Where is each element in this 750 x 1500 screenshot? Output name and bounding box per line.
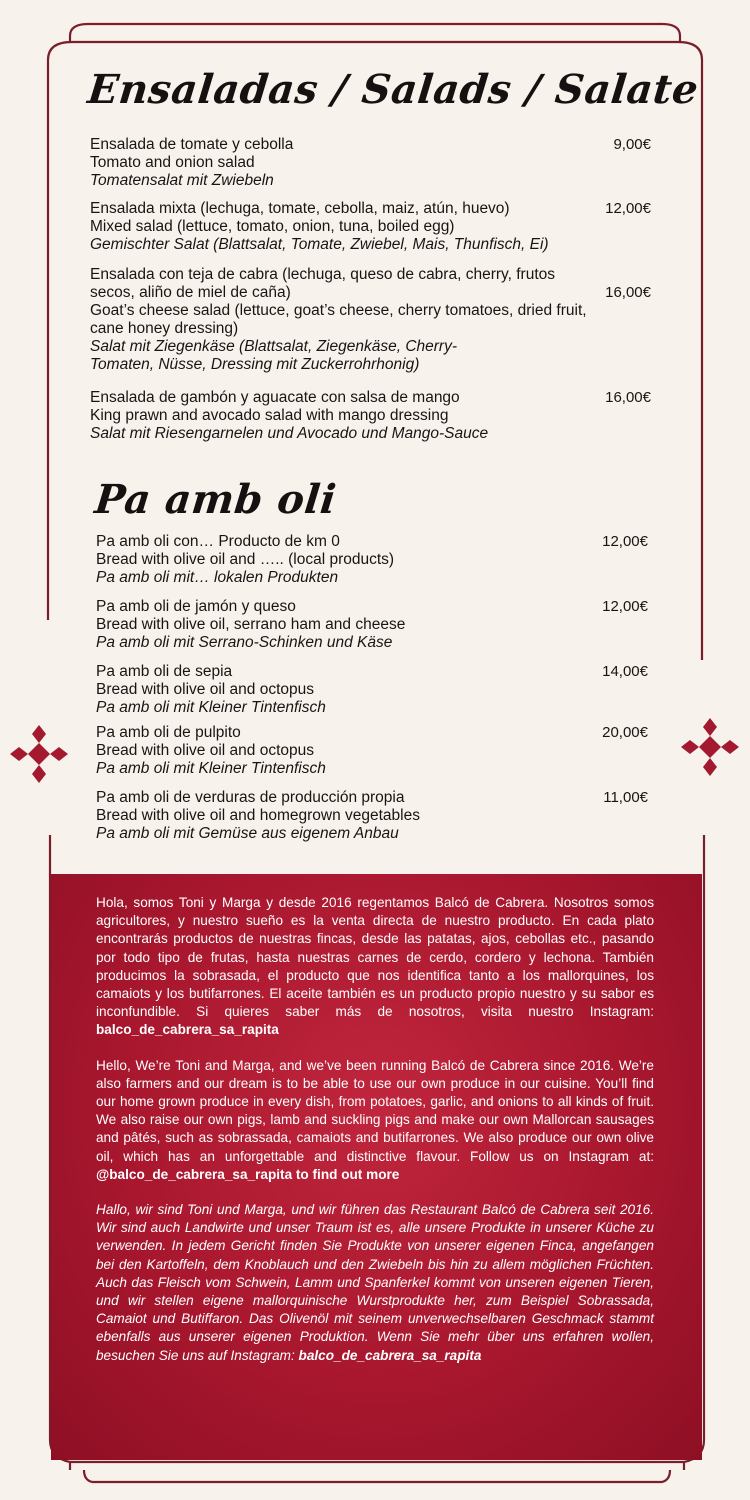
item-price: 14,00€ [602,663,648,680]
item-name-de: Pa amb oli mit Gemüse aus eigenem Anbau [96,825,399,842]
item-price: 12,00€ [602,598,648,615]
cross-ornament-icon [677,714,743,780]
cross-ornament-icon [6,721,72,787]
menu-item-pa-amb-oli [96,533,652,587]
item-name-en: King prawn and avocado salad with mango dressing [90,407,449,424]
menu-item-pa-amb-oli [96,789,652,843]
about-text-es [96,894,654,1040]
about-text-de [96,1201,654,1365]
item-price: 20,00€ [602,724,648,741]
item-name-de: Pa amb oli mit Kleiner Tintenfisch [96,760,326,777]
item-name-en: Mixed salad (lettuce, tomato, onion, tuna, boiled egg) [90,218,455,235]
item-name-es: Pa amb oli de sepia [96,663,233,680]
item-name-de: Pa amb oli mit Kleiner Tintenfisch [96,699,326,716]
item-name-en: Bread with olive oil and octopus [96,681,314,698]
item-name-es: Ensalada de tomate y cebolla [90,136,294,153]
about-text-en-body: Hello, We’re Toni and Marga, and we’ve been running Balcó de Cabrera since 2016. We’re also farmers and our dream is to be able to use our own produce in our cuisine. You’ll find our home grown produce in every dish, from potatoes, garlic, and onions to all kinds of fruit. We also raise our own pigs, lamb and suckling pigs and make our own Mallorcan sausages and pâtés, such as sobrassada, camaiots and butifarrones. We also produce our own olive oil, which has an unforgettable and distinctive flavour. Follow us on Instagram at: [96,1057,654,1164]
item-name-es: Pa amb oli de verduras de producción propia [96,789,405,806]
item-name-en: Bread with olive oil and octopus [96,742,314,759]
item-name-en: Goat’s cheese salad (lettuce, goat’s cheese, cherry tomatoes, dried fruit, cane honey dressing) [90,302,587,337]
item-price: 16,00€ [605,284,651,301]
item-name-es: Ensalada con teja de cabra (lechuga, queso de cabra, cherry, frutos secos, aliño de miel de caña) [90,266,555,301]
item-name-es: Ensalada mixta (lechuga, tomate, cebolla, maiz, atún, huevo) [90,200,510,217]
item-name-en: Bread with olive oil and homegrown vegetables [96,807,420,824]
item-name-en: Bread with olive oil, serrano ham and cheese [96,616,406,633]
menu-item-salad [90,136,655,190]
item-name-de: Salat mit Ziegenkäse (Blattsalat, Ziegenkäse, Cherry-Tomaten, Nüsse, Dressing mit Zuckerrohrhonig) [90,338,457,373]
item-price: 11,00€ [603,789,648,806]
item-price: 16,00€ [605,389,651,406]
menu-item-salad [90,200,655,254]
about-text-es-body: Hola, somos Toni y Marga y desde 2016 regentamos Balcó de Cabrera. Nosotros somos agricultores, y nuestro sueño es la venta directa de nuestro producto. En cada plato encontrarás productos de nuestras fincas, desde las patatas, ajos, cebollas etc., pasando por todo tipo de frutas, hasta nuestras carnes de cerdo, cordero y lechona. También producimos la sobrasada, el producto que nos identifica tanto a los mallorquines, los camaiots y los butifarrones. El aceite también es un producto propio nuestro y su sabor es inconfundible. Si quieres saber más de nosotros, visita nuestro Instagram: [96,895,654,1020]
item-name-de: Gemischter Salat (Blattsalat, Tomate, Zwiebel, Mais, Thunfisch, Ei) [90,236,549,253]
item-name-es: Pa amb oli de jamón y queso [96,598,296,615]
about-text-de-body: Hallo, wir sind Toni und Marga, und wir führen das Restaurant Balcó de Cabrera seit 2016. Wir sind auch Landwirte und unser Traum ist es, alle unsere Produkte in unserer Küche zu verwenden. In jedem Gericht finden Sie Produkte von unserer eigenen Finca, angefangen bei den Kartoffeln, dem Knoblauch und den Zwiebeln bis hin zu allem möglichen Früchten. Auch das Fleisch vom Schwein, Lamm und Spanferkel kommt von unseren eigenen Tieren, und wir stellen eigene mallorquinische Wurstprodukte her, zum Beispiel Sobrassada, Camaiot und Butiffaron. Das Olivenöl mit seinem unverwechselbaren Geschmack stammt ebenfalls aus unserer eigenen Produktion. Wenn Sie mehr über uns erfahren wollen, besuchen Sie uns auf Instagram: [96,1202,654,1363]
instagram-handle: balco_de_cabrera_sa_rapita [298,1347,482,1363]
menu-item-salad [90,266,655,374]
section-title-salads: Ensaladas / Salads / Salate [85,66,701,113]
item-price: 12,00€ [602,533,648,550]
item-name-de: Salat mit Riesengarnelen und Avocado und Mango-Sauce [90,425,489,442]
about-text-en [96,1057,654,1184]
instagram-handle: @balco_de_cabrera_sa_rapita to find out more [96,1166,400,1182]
menu-item-pa-amb-oli [96,724,652,778]
instagram-handle: balco_de_cabrera_sa_rapita [96,1022,279,1038]
item-name-de: Pa amb oli mit… lokalen Produkten [96,569,339,586]
item-name-es: Pa amb oli con… Producto de km 0 [96,533,340,550]
item-name-de: Pa amb oli mit Serrano-Schinken und Käse [96,634,393,651]
about-us-box [51,874,702,1460]
menu-item-pa-amb-oli [96,598,652,652]
item-name-es: Ensalada de gambón y aguacate con salsa de mango [90,389,460,406]
item-price: 9,00€ [613,136,651,153]
menu-item-salad [90,389,655,443]
item-name-en: Tomato and onion salad [90,154,255,171]
item-name-es: Pa amb oli de pulpito [96,724,241,741]
item-price: 12,00€ [605,200,651,217]
menu-item-pa-amb-oli [96,663,652,717]
section-title-pa-amb-oli: Pa amb oli [92,476,339,523]
item-name-de: Tomatensalat mit Zwiebeln [90,172,274,189]
item-name-en: Bread with olive oil and ….. (local products) [96,551,395,568]
